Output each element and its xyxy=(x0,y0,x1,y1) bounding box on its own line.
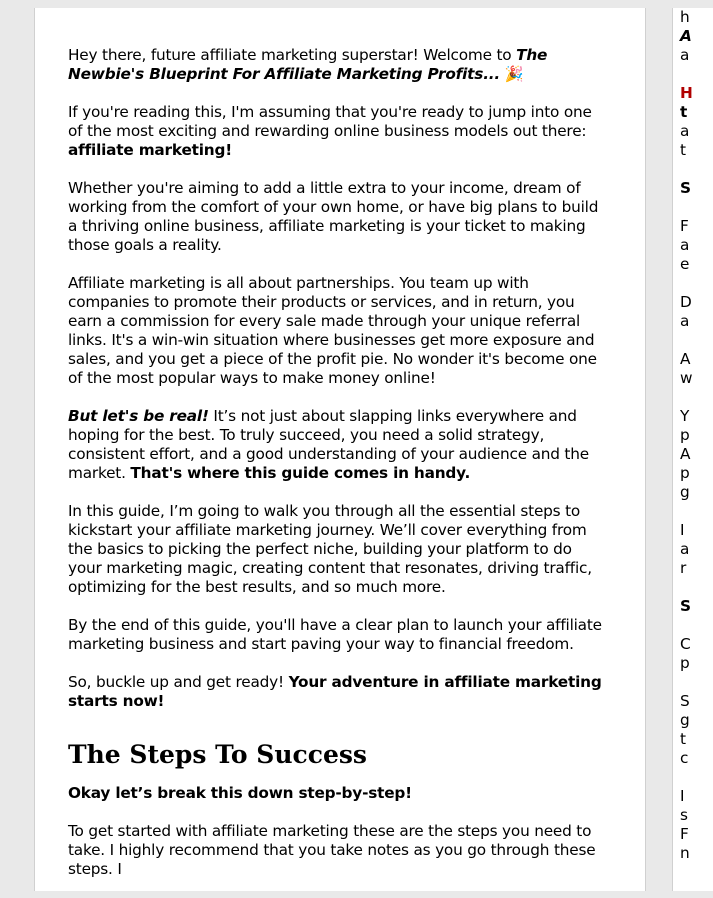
next-page-fragment: S xyxy=(680,692,690,710)
section-subheading: Okay let’s break this down step-by-step! xyxy=(68,784,412,802)
paragraph-buckle-up: So, buckle up and get ready! Your adventure in affiliate marketing starts now! xyxy=(68,673,602,710)
next-page-fragment: t xyxy=(680,103,688,121)
next-page-fragment: p xyxy=(680,426,690,444)
next-page-fragment: A xyxy=(680,445,691,463)
next-page-fragment: g xyxy=(680,483,690,501)
lets-be-real-emphasis: But let's be real! xyxy=(68,407,209,425)
section-heading: The Steps To Success xyxy=(68,740,367,769)
affiliate-marketing-bold: affiliate marketing! xyxy=(68,141,233,159)
paragraph-end-of-guide: By the end of this guide, you'll have a clear plan to launch your affiliate marketing business and start paving your way to financial freedom. xyxy=(68,616,602,653)
document-page xyxy=(34,8,646,891)
book-title: The Newbie's Blueprint For Affiliate Marketing Profits... xyxy=(68,46,548,83)
next-page-fragment: A xyxy=(680,350,691,368)
intro-greeting: Hey there, future affiliate marketing superstar! Welcome to xyxy=(68,46,517,64)
next-page-fragment: I xyxy=(680,787,685,805)
next-page-fragment: c xyxy=(680,749,689,767)
next-page-fragment: D xyxy=(680,293,692,311)
next-page-fragment: r xyxy=(680,559,687,577)
next-page-fragment: a xyxy=(680,236,690,254)
next-page-fragment: a xyxy=(680,122,690,140)
paragraph-partnerships: Affiliate marketing is all about partnerships. You team up with companies to promote their products or services, and in return, you earn a commission for every sale made through your unique referral links. It's a win-win situation where businesses get more exposure and sales, and you get a piece of the profit pie. No wonder it's become one of the most popular ways to make money online! xyxy=(68,274,597,387)
paragraph-guide-overview: In this guide, I’m going to walk you through all the essential steps to kickstart your affiliate marketing journey. We’ll cover everything from the basics to picking the perfect niche, building your platform to do your marketing magic, creating content that resonates, driving traffic, optimizing for the best results, and so much more. xyxy=(68,502,592,596)
next-page-fragment: F xyxy=(680,217,689,235)
next-page-fragment: A xyxy=(680,27,692,45)
paragraph-goals: Whether you're aiming to add a little extra to your income, dream of working from the comfort of your own home, or have big plans to build a thriving online business, affiliate marketing is your ticket to making those goals a reality. xyxy=(68,179,599,254)
page-content xyxy=(68,46,609,898)
next-page-fragment: n xyxy=(680,844,690,862)
next-page-fragment: a xyxy=(680,540,690,558)
next-page-fragment: p xyxy=(680,464,690,482)
section-body: To get started with affiliate marketing these are the steps you need to take. I highly recommend that you take notes as you go through these steps. I xyxy=(68,822,596,878)
paragraph-ready: If you're reading this, I'm assuming that you're ready to jump into one of the most exciting and rewarding online business models out there: affiliate marketing! xyxy=(68,103,592,159)
next-page-fragment: S xyxy=(680,179,692,197)
next-page-fragment: C xyxy=(680,635,691,653)
next-page-fragment: w xyxy=(680,369,693,387)
next-page-fragment: h xyxy=(680,8,690,26)
intro-paragraph xyxy=(68,46,609,84)
next-page-fragment: g xyxy=(680,711,690,729)
next-page-fragment: t xyxy=(680,730,686,748)
next-page-fragment: s xyxy=(680,806,688,824)
next-page-fragment: p xyxy=(680,654,690,672)
paragraph-strategy: But let's be real! It’s not just about slapping links everywhere and hoping for the best. To truly succeed, you need a solid strategy, consistent effort, and a good understanding of your audience and the market. That's where this guide comes in handy. xyxy=(68,407,589,482)
next-page-fragment: H xyxy=(680,84,693,102)
next-page-fragment: F xyxy=(680,825,689,843)
party-popper-icon: 🎉 xyxy=(504,65,524,83)
next-page-fragment: t xyxy=(680,141,686,159)
next-page-fragment: a xyxy=(680,312,690,330)
next-page-fragment: I xyxy=(680,521,685,539)
next-page-fragment: S xyxy=(680,597,692,615)
next-page-edge xyxy=(672,8,713,891)
next-page-fragment: a xyxy=(680,46,690,64)
next-page-fragment: Y xyxy=(680,407,690,425)
next-page-fragment: e xyxy=(680,255,690,273)
